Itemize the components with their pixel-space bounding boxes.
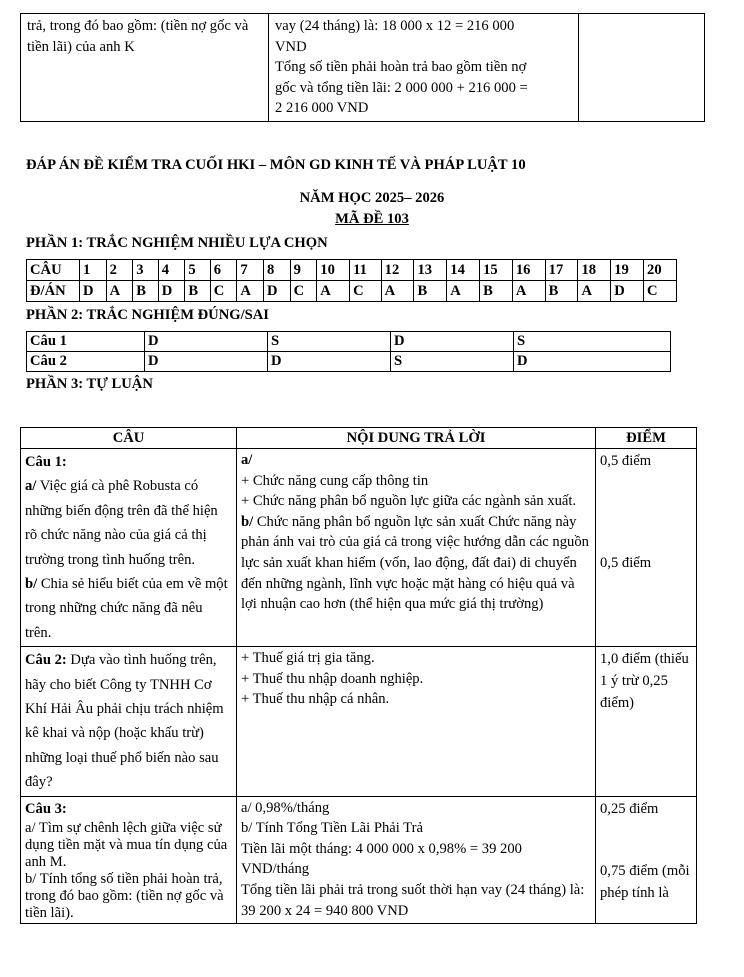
answer-letter: B (545, 281, 578, 302)
prev-answer-cell (269, 14, 579, 122)
answer-letter: D (611, 281, 644, 302)
text-line: gốc và tổng tiền lãi: 2 000 000 + 216 000 = (275, 79, 528, 96)
answer-letter: A (237, 281, 264, 302)
question-number: 14 (447, 260, 480, 281)
table-row (21, 647, 697, 796)
answer-part-label: b/ (241, 513, 254, 530)
question-number: 19 (611, 260, 644, 281)
part1-heading: PHẦN 1: TRẮC NGHIỆM NHIỀU LỰA CHỌN (26, 235, 328, 251)
question-part-text: Chia sẻ hiểu biết của em về một trong những chức năng đã nêu trên. (25, 576, 228, 641)
answer-1-cell (237, 449, 596, 647)
question-text: Dựa vào tình huống trên, hãy cho biết Công ty TNHH Cơ Khí Hải Âu phải chịu trách nhiệm kê khai và nộp (hoặc khấu trừ) những loại thuế phổ biến nào sau đây? (25, 652, 224, 791)
answer-cell: D (145, 352, 268, 372)
answer-letter: A (106, 281, 133, 302)
answer-letter: C (290, 281, 317, 302)
question-number: 5 (185, 260, 210, 281)
multiple-choice-table (26, 259, 677, 302)
answer-cell: D (268, 352, 391, 372)
answer-cell: D (514, 352, 671, 372)
question-title: Câu 3: (25, 800, 67, 817)
question-title: Câu 2: (25, 652, 67, 669)
school-year: NĂM HỌC 2025– 2026 (299, 190, 445, 206)
question-part-label: a/ (25, 478, 37, 495)
column-header-points: ĐIỂM (596, 428, 697, 449)
answer-2-cell (237, 647, 596, 796)
points-3-cell (596, 796, 697, 923)
points-value: 0,25 điểm (600, 800, 659, 817)
part2-heading: PHẦN 2: TRẮC NGHIỆM ĐÚNG/SAI (26, 307, 269, 323)
answer-line: + Thuế thu nhập cá nhân. (241, 691, 390, 708)
question-number: 15 (480, 260, 513, 281)
table-row (21, 14, 705, 122)
answer-line: + Thuế giá trị gia tăng. (241, 650, 375, 667)
question-number: 17 (545, 260, 578, 281)
answer-cell: S (514, 332, 671, 352)
text-line: VND (275, 38, 307, 55)
answer-letter: C (644, 281, 677, 302)
true-false-table (26, 331, 671, 372)
question-number: 11 (350, 260, 382, 281)
points-value: 0,5 điểm (600, 453, 652, 469)
question-title: Câu 1: (25, 454, 67, 470)
column-header-question: CÂU (21, 428, 237, 449)
answer-line: + Chức năng phân bổ nguồn lực giữa các ngành sản xuất. (241, 493, 577, 510)
question-part-text: b/ Tính tổng số tiền phải hoàn trả, trong đó bao gồm: (tiền nợ gốc và tiền lãi). (25, 870, 224, 921)
answer-line: + Chức năng cung cấp thông tin (241, 472, 429, 489)
answer-letter: C (350, 281, 382, 302)
column-header-content: NỘI DUNG TRẢ LỜI (237, 428, 596, 449)
question-3-cell (21, 796, 237, 923)
row-label: Câu 1 (27, 332, 145, 352)
question-number: 1 (80, 260, 107, 281)
answer-cell: S (391, 352, 514, 372)
points-1-cell (596, 449, 697, 647)
answer-letter: D (158, 281, 185, 302)
essay-answer-table (20, 427, 697, 924)
answer-text: Chức năng phân bổ nguồn lực sản xuất Chức năng này phản ánh vai trò của giá cả trong việc hướng dẫn các nguồn lực sản xuất khan hiếm (vốn, lao động, đất đai) di chuyển đến những ngành, lĩnh vực hoặc mặt hàng có hiệu quả và lợi nhuận cao hơn (thể hiện qua mức giá thị trường) (241, 513, 589, 613)
question-number: 3 (133, 260, 158, 281)
answer-line: + Thuế thu nhập doanh nghiệp. (241, 670, 424, 687)
question-number: 9 (290, 260, 317, 281)
answer-letter: D (80, 281, 107, 302)
answer-cell: D (145, 332, 268, 352)
question-1-cell (21, 449, 237, 647)
answer-line: Tổng tiền lãi phải trả trong suốt thời hạn vay (24 tháng) là: 39 200 x 24 = 940 800 VND (241, 882, 585, 919)
part3-heading: PHẦN 3: TỰ LUẬN (26, 376, 153, 392)
answer-3-cell (237, 796, 596, 923)
answer-letter: B (133, 281, 158, 302)
table-row (27, 281, 677, 302)
text-line: vay (24 tháng) là: 18 000 x 12 = 216 000 (275, 18, 515, 34)
question-number: 2 (106, 260, 133, 281)
question-number: 12 (381, 260, 414, 281)
question-number: 8 (264, 260, 291, 281)
answer-letter: A (578, 281, 611, 302)
previous-answer-table (20, 13, 705, 122)
points-value: 0,75 điểm (mỗi phép tính là (600, 862, 690, 901)
question-number: 20 (644, 260, 677, 281)
answer-line: a/ 0,98%/tháng (241, 799, 330, 816)
answer-letter: B (414, 281, 447, 302)
question-number: 7 (237, 260, 264, 281)
table-row (27, 352, 671, 372)
exam-code: MÃ ĐỀ 103 (335, 211, 409, 227)
answer-letter: C (210, 281, 237, 302)
text-line: Tổng số tiền phải hoàn trả bao gồm tiền nợ (275, 59, 527, 75)
answer-cell: D (391, 332, 514, 352)
question-number: 6 (210, 260, 237, 281)
prev-points-cell (579, 14, 705, 122)
answer-letter: B (480, 281, 513, 302)
answer-letter: B (185, 281, 210, 302)
answer-letter: A (447, 281, 480, 302)
answer-cell: S (268, 332, 391, 352)
question-number: 16 (512, 260, 545, 281)
text-line: 2 216 000 VND (275, 100, 369, 116)
question-2-cell (21, 647, 237, 796)
question-part-text: Việc giá cà phê Robusta có những biến động trên đã thể hiện rõ chức năng nào của giá cả thị trường trong tình huống trên. (25, 478, 218, 568)
table-row (27, 260, 677, 281)
table-row (21, 796, 697, 923)
points-2-cell: 1,0 điểm (thiếu 1 ý trừ 0,25 điểm) (596, 647, 697, 796)
row-label: Câu 2 (27, 352, 145, 372)
row-label: Đ/ÁN (27, 281, 80, 302)
prev-question-cell: trả, trong đó bao gồm: (tiền nợ gốc và tiền lãi) của anh K (21, 14, 269, 122)
answer-line: b/ Tính Tổng Tiền Lãi Phải Trả (241, 820, 423, 837)
question-part-text: a/ Tìm sự chênh lệch giữa việc sử dụng tiền mặt và mua tín dụng của anh M. (25, 819, 228, 870)
answer-letter: D (264, 281, 291, 302)
question-number: 4 (158, 260, 185, 281)
question-number: 18 (578, 260, 611, 281)
table-row (27, 332, 671, 352)
question-part-label: b/ (25, 576, 38, 593)
row-label: CÂU (27, 260, 80, 281)
table-header-row (21, 428, 697, 449)
answer-letter: A (317, 281, 350, 302)
answer-part-label: a/ (241, 452, 253, 468)
answer-letter: A (381, 281, 414, 302)
table-row (21, 449, 697, 647)
question-number: 10 (317, 260, 350, 281)
answer-line: Tiền lãi một tháng: 4 000 000 x 0,98% = 39 200 VND/tháng (241, 840, 522, 878)
question-number: 13 (414, 260, 447, 281)
answer-letter: A (512, 281, 545, 302)
document-title: ĐÁP ÁN ĐỀ KIỂM TRA CUỐI HKI – MÔN GD KINH TẾ VÀ PHÁP LUẬT 10 (26, 157, 526, 173)
points-value: 0,5 điểm (600, 555, 652, 571)
